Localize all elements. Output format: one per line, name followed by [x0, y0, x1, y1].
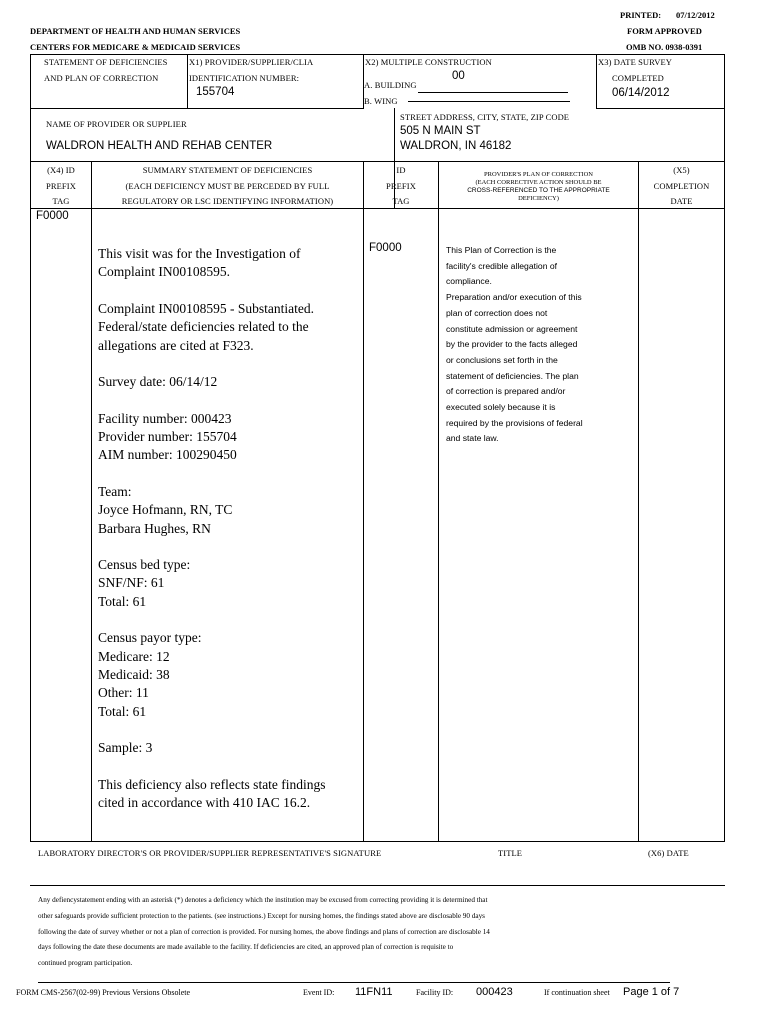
poc-line: Preparation and/or execution of this — [446, 292, 582, 303]
department-title: DEPARTMENT OF HEALTH AND HUMAN SERVICES — [30, 26, 241, 36]
left-tag: F0000 — [36, 210, 69, 222]
summary-line: Total: 61 — [98, 703, 147, 719]
multiple-construction-value: 00 — [452, 70, 465, 82]
summary-header-2: (EACH DEFICIENCY MUST BE PERCEDED BY FULL — [125, 181, 330, 191]
summary-line: Census bed type: — [98, 557, 191, 573]
summary-line: Federal/state deficiencies related to the — [98, 319, 309, 335]
id-header-1: ID — [396, 165, 406, 175]
page-number: Page 1 of 7 — [623, 986, 680, 998]
event-id-label: Event ID: — [303, 988, 335, 997]
poc-header-3: CROSS-REFERENCED TO THE APPROPRIATE — [467, 187, 610, 194]
summary-line: Complaint IN00108595 - Substantiated. — [98, 300, 314, 316]
right-tag: F0000 — [369, 242, 402, 254]
summary-line: Facility number: 000423 — [98, 410, 232, 426]
title-label: TITLE — [498, 848, 523, 858]
x4-header-1: (X4) ID — [47, 165, 75, 175]
summary-line: Complaint IN00108595. — [98, 264, 230, 280]
poc-line: executed solely because it is — [446, 402, 556, 412]
summary-line: Medicaid: 38 — [98, 666, 170, 682]
summary-line: Joyce Hofmann, RN, TC — [98, 502, 233, 518]
poc-line: required by the provisions of federal — [446, 417, 583, 428]
x2-label: X2) MULTIPLE CONSTRUCTION — [365, 57, 492, 67]
disclaimer-line: Any defiencystatement ending with an asterisk (*) denotes a deficiency which the institution may be excused from correcting providing it is determined that — [38, 896, 488, 904]
summary-line: This deficiency also reflects state findings — [98, 776, 326, 792]
id-header-2: PREFIX — [386, 181, 416, 191]
id-header-3: TAG — [392, 196, 410, 206]
summary-line: This visit was for the Investigation of — [98, 246, 301, 261]
summary-header-3: REGULATORY OR LSC IDENTIFYING INFORMATION) — [121, 196, 334, 206]
poc-line: of correction is prepared and/or — [446, 386, 566, 397]
printed-date: 07/12/2012 — [676, 10, 715, 20]
poc-header-2: (EACH CORRECTIVE ACTION SHOULD BE — [475, 179, 602, 186]
statement-label-1: STATEMENT OF DEFICIENCIES — [44, 57, 168, 67]
provider-name-label: NAME OF PROVIDER OR SUPPLIER — [46, 119, 187, 129]
poc-line: compliance. — [446, 276, 492, 287]
poc-line: facility's credible allegation of — [446, 260, 558, 271]
poc-line: and state law. — [446, 433, 499, 444]
disclaimer-line: other safeguards provide sufficient protection to the patients. (see instructions.) Except for nursing homes, the findings stated above are disclosable 90 days — [38, 911, 485, 920]
poc-header-1: PROVIDER'S PLAN OF CORRECTION — [484, 171, 593, 178]
building-label: A. BUILDING — [364, 80, 417, 90]
poc-line: statement of deficiencies. The plan — [446, 370, 579, 381]
x4-header-3: TAG — [52, 196, 70, 206]
summary-line: Other: 11 — [98, 685, 149, 701]
x5-header-1: (X5) — [673, 165, 690, 175]
x4-header-2: PREFIX — [46, 181, 76, 191]
summary-line: Census payor type: — [98, 630, 202, 646]
poc-line: This Plan of Correction is the — [446, 245, 557, 255]
address-label: STREET ADDRESS, CITY, STATE, ZIP CODE — [400, 112, 570, 122]
x1-label-2: IDENTIFICATION NUMBER: — [189, 73, 300, 83]
summary-line: Survey date: 06/14/12 — [98, 374, 218, 390]
summary-line: SNF/NF: 61 — [98, 575, 165, 591]
summary-line: Sample: 3 — [98, 740, 153, 756]
facility-id-value: 000423 — [476, 986, 513, 998]
omb-number: OMB NO. 0938-0391 — [626, 42, 703, 52]
x1-label-1: X1) PROVIDER/SUPPLIER/CLIA — [189, 57, 314, 67]
statement-label-2: AND PLAN OF CORRECTION — [44, 73, 159, 83]
disclaimer-line: days following the date these documents are made available to the facility. If deficiencies are cited, an approved plan of correction is requisite to — [38, 943, 454, 952]
poc-line: by the provider to the facts alleged — [446, 339, 578, 350]
x6-date-label: (X6) DATE — [648, 848, 689, 858]
summary-line: cited in accordance with 410 IAC 16.2. — [98, 795, 311, 810]
summary-line: Medicare: 12 — [98, 648, 170, 664]
disclaimer-line: following the date of survey whether or not a plan of correction is provided. For nursing homes, the above findings and plans of correction are disclosable 14 — [38, 927, 490, 936]
x3-label-2: COMPLETED — [612, 73, 664, 83]
x5-header-2: COMPLETION — [653, 181, 710, 191]
event-id-value: 11FN11 — [355, 986, 393, 998]
summary-line: AIM number: 100290450 — [98, 447, 237, 463]
form-number: FORM CMS-2567(02-99) Previous Versions Obsolete — [16, 988, 191, 997]
printed-label: PRINTED: — [620, 10, 662, 20]
disclaimer-line: continued program participation. — [38, 959, 133, 968]
wing-label: B. WING — [364, 96, 398, 106]
summary-line: Barbara Hughes, RN — [98, 520, 211, 536]
address-line-1: 505 N MAIN ST — [400, 125, 481, 137]
signature-label: LABORATORY DIRECTOR'S OR PROVIDER/SUPPLIER REPRESENTATIVE'S SIGNATURE — [38, 848, 382, 858]
poc-line: plan of correction does not — [446, 307, 548, 318]
summary-header-1: SUMMARY STATEMENT OF DEFICIENCIES — [142, 165, 313, 175]
poc-header-4: DEFICIENCY) — [518, 195, 559, 202]
address-line-2: WALDRON, IN 46182 — [400, 140, 512, 152]
continuation-label: If continuation sheet — [544, 988, 610, 997]
x3-label-1: X3) DATE SURVEY — [598, 57, 673, 67]
facility-id-label: Facility ID: — [416, 988, 454, 997]
summary-line: Total: 61 — [98, 593, 147, 609]
summary-line: Provider number: 155704 — [98, 429, 237, 444]
poc-line: or conclusions set forth in the — [446, 354, 558, 365]
form-approved: FORM APPROVED — [627, 26, 702, 36]
centers-title: CENTERS FOR MEDICARE & MEDICAID SERVICES — [30, 42, 241, 52]
provider-name: WALDRON HEALTH AND REHAB CENTER — [46, 140, 273, 152]
summary-line: Team: — [98, 483, 132, 499]
x5-header-3: DATE — [670, 196, 693, 206]
summary-line: allegations are cited at F323. — [98, 337, 254, 353]
poc-line: constitute admission or agreement — [446, 323, 578, 334]
provider-id-value: 155704 — [196, 86, 235, 98]
survey-date-value: 06/14/2012 — [612, 87, 670, 99]
